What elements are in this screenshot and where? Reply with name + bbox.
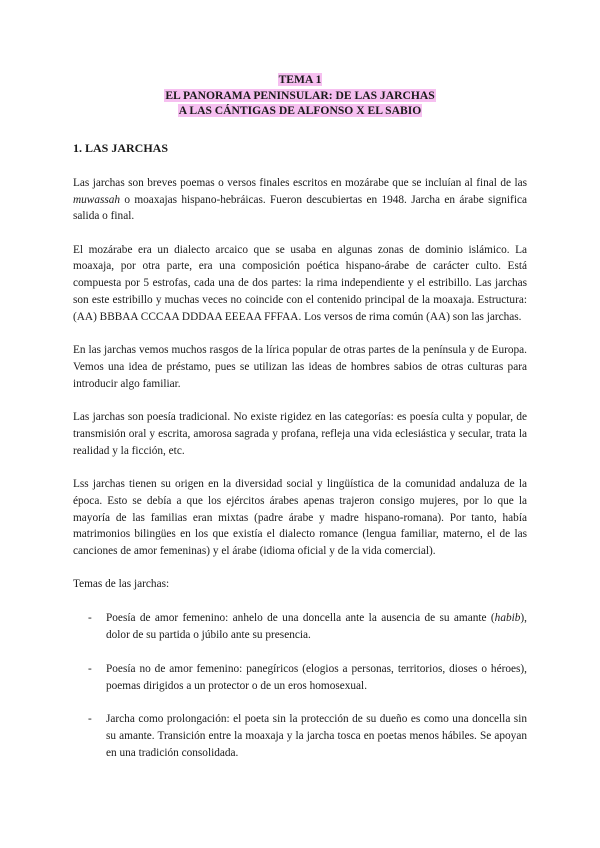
tema-label: TEMA 1 (278, 73, 322, 86)
list-item (73, 610, 527, 644)
title-text-2: A LAS CÁNTIGAS DE ALFONSO X EL SABIO (178, 104, 422, 118)
topic-3-text: Jarcha como prolongación: el poeta sin la protección de su dueño es como una doncella sin su amante. Transición entre la moaxaja y la jarcha tosca en poetas menos hábiles. Se apoyan en una tradición consolidada. (106, 713, 527, 759)
list-dash: - (88, 612, 92, 625)
list-dash: - (88, 662, 92, 675)
paragraph-definition-end: o moaxajas hispano-hebráicas. Fueron descubiertas en 1948. Jarcha en árabe significa salida o final. (73, 193, 527, 223)
paragraph-mozarabe: El mozárabe era un dialecto arcaico que se usaba en algunas zonas de dominio islámico. La moaxaja, por otra parte, era una composición poética hispano-árabe de carácter culto. Está compuesta por 5 estrofas, cada una de dos partes: la rima independiente y el estribillo. Las jarchas son este estribillo y muchas veces no coincide con el contenido principal de la moaxaja. Estructura: (AA) BBBAA CCCAA DDDAA EEEAA FFFAA. Los versos de rima común (AA) son las jarchas. (73, 243, 527, 323)
list-item (73, 711, 527, 761)
title-block (73, 72, 527, 119)
habib-term: habib (494, 612, 521, 625)
topic-1-start: Poesía de amor femenino: anhelo de una doncella ante la ausencia de su amante ( (106, 612, 495, 625)
topics-label: Temas de las jarchas: (73, 578, 170, 591)
paragraph-poesia-tradicional: Las jarchas son poesía tradicional. No existe rigidez en las categorías: es poesía culta y popular, de transmisión oral y escrita, amorosa sagrada y profana, refleja una vida eclesiástica y secular, trata la realidad y la ficción, etc. (73, 411, 527, 457)
topic-1-end: ), dolor de su partida o júbilo ante su presencia. (106, 612, 527, 642)
paragraph-origen: Lss jarchas tienen su origen en la diversidad social y lingüística de la comunidad andaluza de la época. Esto se debía a que los ejércitos árabes apenas trajeron consigo mujeres, por lo que la mayoría de las familias eran mixtas (padre árabe y madre hispano-romana). Por tanto, había matrimonios bilingües en los que existía el dialecto romance (lengua familiar, materno, el de las canciones de amor femeninas) y el árabe (idioma oficial y de la vida comercial). (73, 477, 527, 558)
title-line-1 (73, 88, 527, 104)
topics-list (73, 610, 527, 762)
title-text-1: EL PANORAMA PENINSULAR: DE LAS JARCHAS (165, 88, 435, 102)
tema-line (73, 72, 527, 88)
topic-2-text: Poesía no de amor femenino: panegíricos (elogios a personas, territorios, dioses o héroes), poemas dirigidos a un protector o de un eros homosexual. (106, 662, 527, 692)
document-page (73, 72, 527, 779)
list-dash: - (88, 713, 92, 726)
paragraph-definition-start: Las jarchas son breves poemas o versos finales escritos en mozárabe que se incluían al final de las (73, 176, 527, 189)
paragraph-lirica-popular: En las jarchas vemos muchos rasgos de la lírica popular de otras partes de la península y de Europa. Vemos una idea de préstamo, pues se utilizan las ideas de hombres sabios de otras culturas para introducir algo familiar. (73, 344, 527, 390)
section-heading: 1. LAS JARCHAS (73, 140, 169, 155)
paragraph-definition (73, 175, 527, 225)
muwassah-term: muwassah (73, 193, 121, 206)
list-item (73, 661, 527, 695)
title-line-2 (73, 103, 527, 119)
